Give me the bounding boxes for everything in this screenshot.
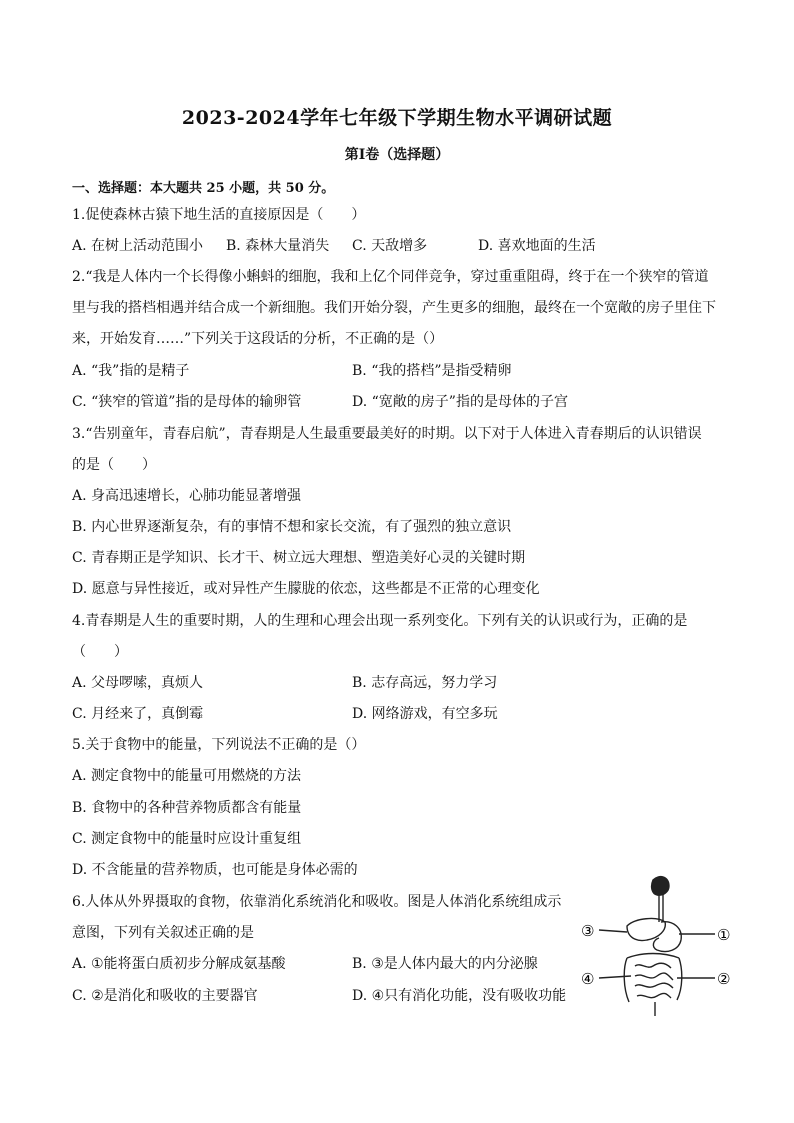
question-4-option-a: A. 父母啰嗦，真烦人 xyxy=(72,675,204,691)
question-5-stem: 5.关于食物中的能量，下列说法不正确的是（） xyxy=(72,737,366,753)
question-4-option-d: D. 网络游戏，有空多玩 xyxy=(352,706,498,722)
question-4-option-b: B. 志存高远，努力学习 xyxy=(352,675,498,691)
figure-label-1: ① xyxy=(717,926,731,944)
question-3-option-d: D. 愿意与异性接近，或对异性产生朦胧的依恋，这些都是不正常的心理变化 xyxy=(72,581,540,597)
question-5-option-d: D. 不含能量的营养物质，也可能是身体必需的 xyxy=(72,862,358,878)
question-2-option-b: B. “我的搭档”是指受精卵 xyxy=(352,363,512,379)
question-3-option-a: A. 身高迅速增长，心肺功能显著增强 xyxy=(72,488,302,504)
question-2-stem-line-3: 来，开始发育……”下列关于这段话的分析，不正确的是（） xyxy=(72,331,444,347)
question-4-stem-line-1: 4.青春期是人生的重要时期，人的生理和心理会出现一系列变化。下列有关的认识或行为，正确的是 xyxy=(72,613,688,629)
head-shape xyxy=(652,877,669,896)
question-1-option-a: A. 在树上活动范围小 xyxy=(72,238,204,254)
question-3-option-b: B. 内心世界逐渐复杂，有的事情不想和家长交流，有了强烈的独立意识 xyxy=(72,519,512,535)
question-4-stem-line-2: （ ） xyxy=(72,644,128,660)
question-4-option-c: C. 月经来了，真倒霉 xyxy=(72,706,204,722)
leader-line-4 xyxy=(599,976,631,978)
question-2-option-a: A. “我”指的是精子 xyxy=(72,363,190,379)
question-2-stem-line-1: 2.“我是人体内一个长得像小蝌蚪的细胞，我和上亿个同伴竞争，穿过重重阻碍，终于在一个狭窄的管道 xyxy=(72,269,709,285)
question-3-stem-line-2: 的是（ ） xyxy=(72,457,156,473)
leader-line-3 xyxy=(599,930,627,932)
figure-label-4: ④ xyxy=(581,970,595,988)
question-3-stem-line-1: 3.“告别童年，青春启航”，青春期是人生最重要最美好的时期。以下对于人体进入青春期后的认识错误 xyxy=(72,426,702,442)
question-3-option-c: C. 青春期正是学知识、长才干、树立远大理想、塑造美好心灵的关键时期 xyxy=(72,550,526,566)
question-2-option-c: C. “狭窄的管道”指的是母体的输卵管 xyxy=(72,394,302,410)
question-6-stem-line-1: 6.人体从外界摄取的食物，依靠消化系统消化和吸收。图是人体消化系统组成示 xyxy=(72,894,562,910)
small-intestine-shape xyxy=(635,963,673,998)
question-5-option-c: C. 测定食物中的能量时应设计重复组 xyxy=(72,831,302,847)
question-2-option-d: D. “宽敞的房子”指的是母体的子宫 xyxy=(352,394,568,410)
question-6-stem-line-2: 意图，下列有关叙述正确的是 xyxy=(72,925,254,941)
question-1-option-b: B. 森林大量消失 xyxy=(226,238,330,254)
question-1-stem: 1.促使森林古猿下地生活的直接原因是（ ） xyxy=(72,207,366,223)
question-1-option-d: D. 喜欢地面的生活 xyxy=(478,238,596,254)
question-5-option-a: A. 测定食物中的能量可用燃烧的方法 xyxy=(72,768,302,784)
question-2-stem-line-2: 里与我的搭档相遇并结合成一个新细胞。我们开始分裂，产生更多的细胞，最终在一个宽敞的房子里住下 xyxy=(72,300,716,316)
section-subtitle: 第Ⅰ卷（选择题） xyxy=(344,147,450,163)
figure-label-3: ③ xyxy=(581,922,595,940)
question-6-option-a: A. ①能将蛋白质初步分解成氨基酸 xyxy=(72,956,286,972)
question-6-option-b: B. ③是人体内最大的内分泌腺 xyxy=(352,956,538,972)
figure-label-2: ② xyxy=(717,970,731,988)
question-5-option-b: B. 食物中的各种营养物质都含有能量 xyxy=(72,800,302,816)
question-6-option-d: D. ④只有消化功能，没有吸收功能 xyxy=(352,988,567,1004)
section-heading: 一、选择题：本大题共 25 小题，共 50 分。 xyxy=(72,181,335,196)
digestive-system-figure xyxy=(575,870,735,1025)
page-title: 2023-2024学年七年级下学期生物水平调研试题 xyxy=(181,107,613,129)
question-1-option-c: C. 天敌增多 xyxy=(352,238,428,254)
question-6-option-c: C. ②是消化和吸收的主要器官 xyxy=(72,988,258,1004)
